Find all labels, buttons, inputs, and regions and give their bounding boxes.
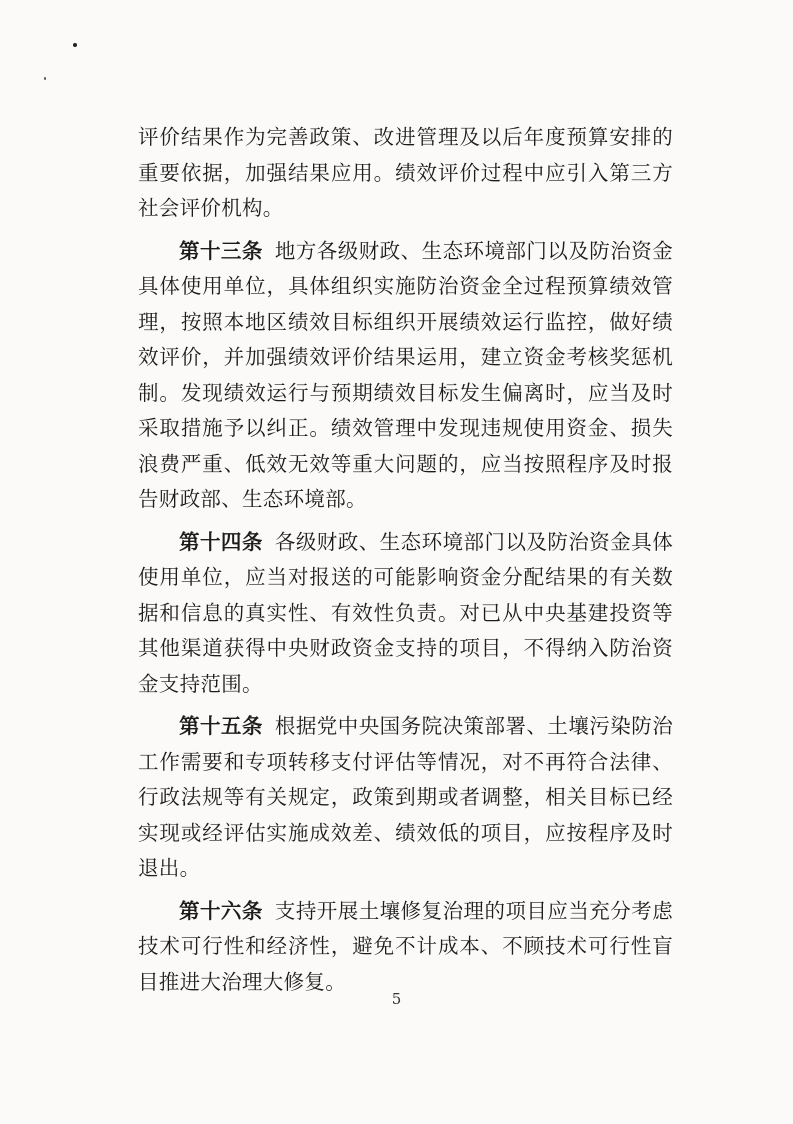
scan-speck: [44, 77, 46, 80]
article-number: 第十六条: [179, 898, 263, 923]
paragraph-text: 各级财政、生态环境部门以及防治资金具体使用单位，应当对报送的可能影响资金分配结果的有关数据和信息的真实性、有效性负责。对已从中央基建投资等其他渠道获得中央财政资金支持的项目，不得纳入防治资金支持范围。: [138, 529, 673, 696]
paragraph-text: 根据党中央国务院决策部署、土壤污染防治工作需要和专项转移支付评估等情况，对不再符合法律、行政法规等有关规定，政策到期或者调整，相关目标已经实现或经评估实施成效差、绩效低的项目，应按程序及时退出。: [138, 714, 673, 880]
article-16: [138, 894, 673, 1001]
article-13: [138, 234, 673, 518]
paragraph-text: 支持开展土壤修复治理的项目应当充分考虑技术可行性和经济性，避免不计成本、不顾技术可行性盲目推进大治理大修复。: [138, 898, 673, 994]
page-number: 5: [391, 990, 402, 1008]
article-14: [138, 525, 673, 703]
article-15: [138, 709, 673, 887]
article-number: 第十四条: [179, 529, 263, 554]
article-number: 第十五条: [179, 714, 263, 738]
paragraph-continuation: [138, 120, 673, 227]
paragraph-text: 评价结果作为完善政策、改进管理及以后年度预算安排的重要依据，加强结果应用。绩效评价过程中应引入第三方社会评价机构。: [138, 125, 673, 220]
paragraph-text: 地方各级财政、生态环境部门以及防治资金具体使用单位，具体组织实施防治资金全过程预算绩效管理，按照本地区绩效目标组织开展绩效运行监控，做好绩效评价，并加强绩效评价结果运用，建立资金考核奖惩机制。发现绩效运行与预期绩效目标发生偏离时，应当及时采取措施予以纠正。绩效管理中发现违规使用资金、损失浪费严重、低效无效等重大问题的，应当按照程序及时报告财政部、生态环境部。: [138, 238, 673, 511]
document-body: [138, 120, 673, 1000]
article-number: 第十三条: [179, 238, 263, 263]
scan-speck: [73, 43, 77, 47]
